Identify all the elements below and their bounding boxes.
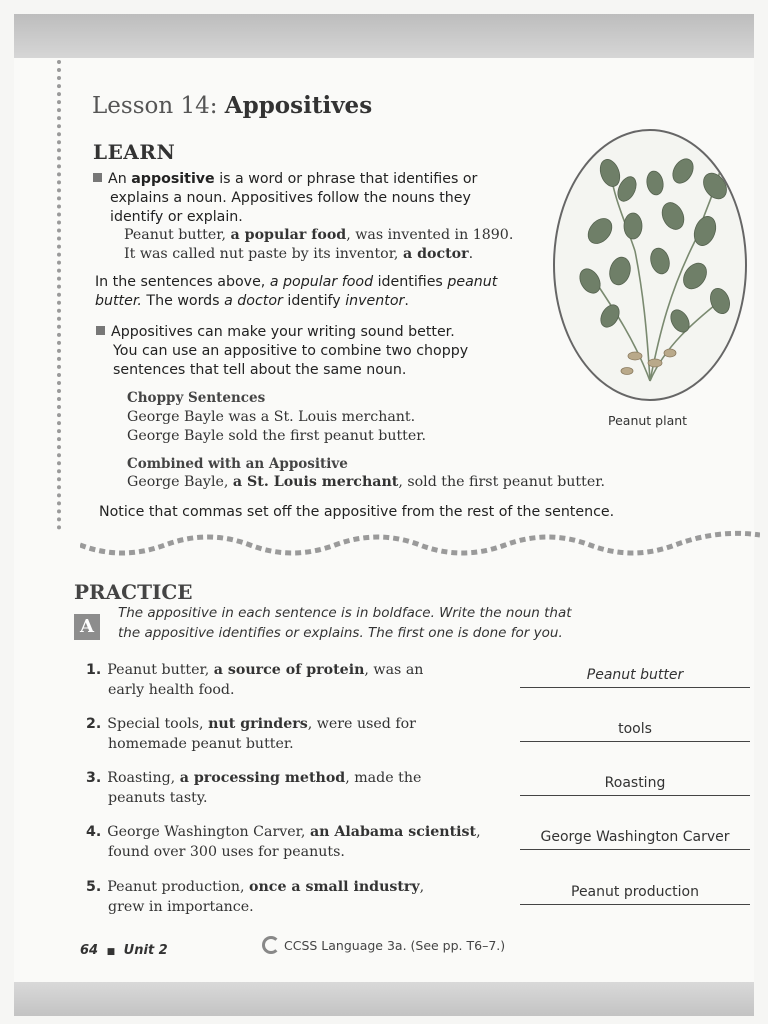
page-title bbox=[92, 92, 372, 119]
scan-border-bottom bbox=[14, 982, 754, 1016]
practice-item: 5. Peanut production, once a small industry, grew in importance. bbox=[86, 879, 425, 915]
scan-border-top bbox=[14, 14, 754, 58]
footer-separator: ■ bbox=[106, 947, 116, 957]
practice-item: 2. Special tools, nut grinders, were used for homemade peanut butter. bbox=[86, 716, 416, 752]
example-one: Peanut butter, a popular food, was invented in 1890. bbox=[124, 227, 514, 243]
answer-line[interactable]: Peanut butter bbox=[520, 667, 750, 688]
page-footer bbox=[80, 943, 168, 958]
example-two: It was called nut paste by its inventor, a doctor. bbox=[124, 246, 474, 262]
practice-item: 4. George Washington Carver, an Alabama scientist, found over 300 uses for peanuts. bbox=[86, 824, 481, 860]
peanut-plant-illustration bbox=[553, 129, 747, 401]
answer-line[interactable]: tools bbox=[520, 721, 750, 742]
practice-instructions: The appositive in each sentence is in boldface. Write the noun that the appositive identifies or explains. The first one is done for you. bbox=[118, 605, 572, 641]
ccss-icon bbox=[262, 936, 280, 954]
answer-line[interactable]: George Washington Carver bbox=[520, 829, 750, 850]
example-sentences bbox=[124, 226, 554, 264]
lesson-topic: Appositives bbox=[224, 92, 373, 119]
square-bullet-icon bbox=[93, 173, 102, 182]
practice-item: 3. Roasting, a processing method, made the peanuts tasty. bbox=[86, 770, 422, 806]
peanut-plant-icon bbox=[555, 131, 745, 399]
square-bullet-icon bbox=[96, 326, 105, 335]
rule-two: Appositives can make your writing sound better. You can use an appositive to combine two choppy sentences that tell about the same noun. bbox=[96, 323, 536, 380]
page-number: 64 bbox=[80, 943, 99, 958]
answer-line[interactable]: Peanut production bbox=[520, 884, 750, 905]
section-badge: A bbox=[74, 614, 100, 640]
unit-label: Unit 2 bbox=[123, 943, 168, 958]
ccss-standard: CCSS Language 3a. (See pp. T6–7.) bbox=[262, 936, 505, 954]
wave-divider bbox=[80, 527, 760, 563]
practice-item: 1. Peanut butter, a source of protein, was an early health food. bbox=[86, 662, 424, 698]
lesson-number: Lesson 14: bbox=[92, 93, 218, 119]
combined-sentence: George Bayle, a St. Louis merchant, sold the first peanut butter. bbox=[127, 474, 605, 490]
image-caption: Peanut plant bbox=[608, 413, 688, 428]
choppy-heading: Choppy Sentences bbox=[127, 390, 266, 406]
combined-heading: Combined with an Appositive bbox=[127, 456, 348, 472]
dotted-border bbox=[57, 60, 65, 530]
answer-line[interactable]: Roasting bbox=[520, 775, 750, 796]
explanation: In the sentences above, a popular food identifies peanut butter. The words a doctor identify inventor. bbox=[95, 274, 498, 309]
learn-heading: LEARN bbox=[93, 140, 176, 164]
practice-heading: PRACTICE bbox=[74, 580, 193, 604]
rule-one: An appositive is a word or phrase that identifies or explains a noun. Appositives follow the nouns they identify or explain. bbox=[93, 170, 533, 227]
notice-text: Notice that commas set off the appositive from the rest of the sentence. bbox=[99, 504, 615, 520]
choppy-sentences: George Bayle was a St. Louis merchant. George Bayle sold the first peanut butter. bbox=[127, 409, 426, 444]
